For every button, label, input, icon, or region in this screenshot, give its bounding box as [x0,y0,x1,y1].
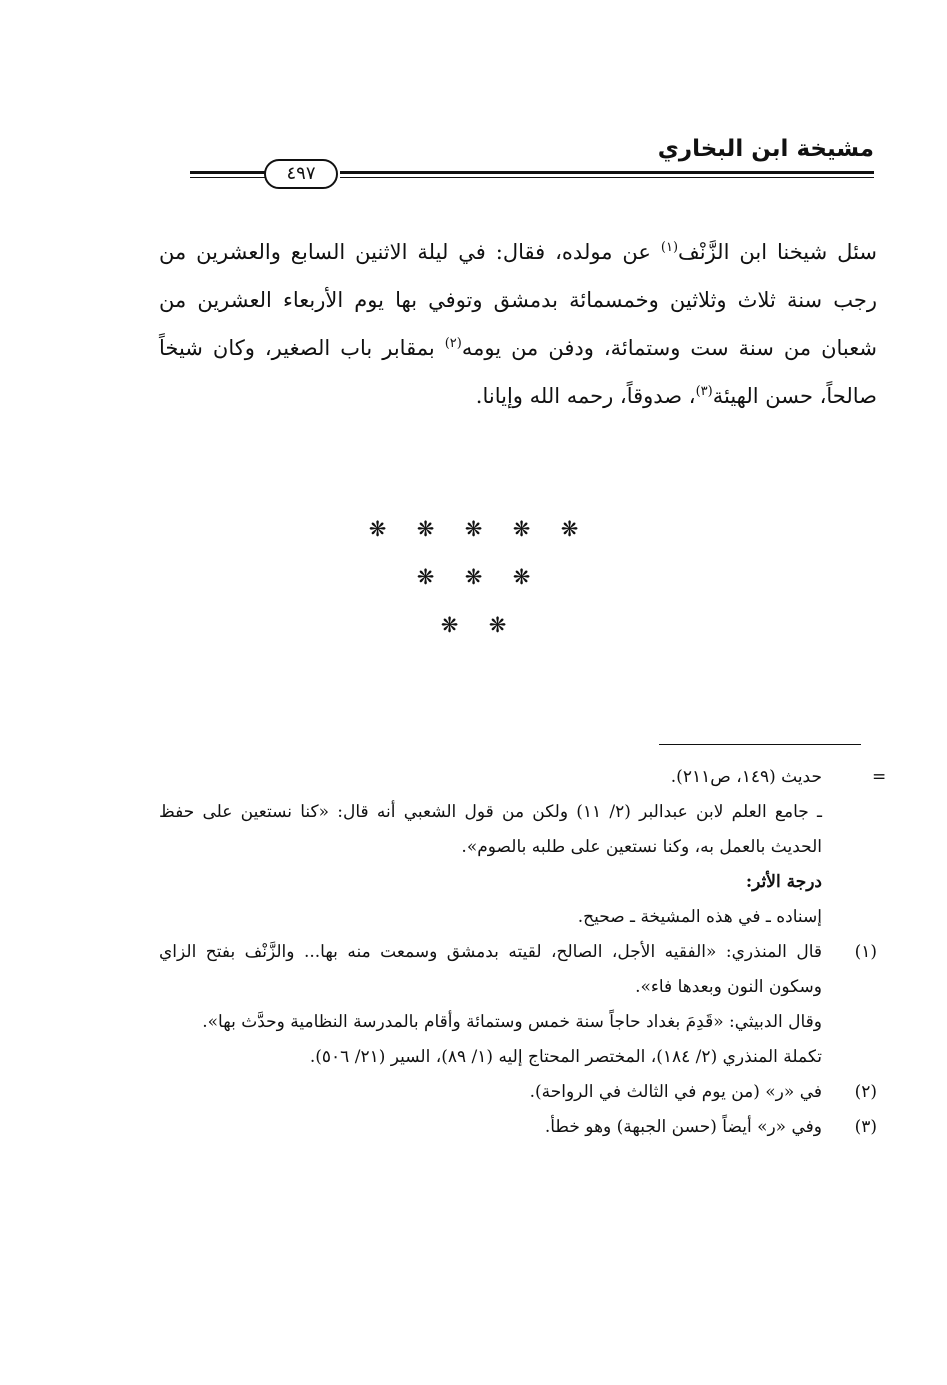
page-number: ٤٩٧ [264,159,338,189]
header-rule-thick-right [340,171,874,174]
main-text-part-1: سئل شيخنا ابن الزَّنْف [678,240,878,264]
footnote-body [159,935,822,1075]
footnote-continuation [159,760,877,935]
star-glyph: ❋ [512,565,531,589]
footnote-body [159,1075,822,1110]
footnote-line: وفي «ر» أيضاً (حسن الجبهة) وهو خطأ. [544,1117,822,1137]
star-glyph: ❋ [560,517,579,541]
footnote-body [159,1110,822,1145]
footnote-line: وقال الدبيثي: «قَدِمَ بغداد حاجاً سنة خمس وستمائة وأقام بالمدرسة النظامية وحدَّث بها». [202,1012,822,1032]
footnote-ref-3: (٣) [695,384,713,399]
star-glyph: ❋ [440,613,459,637]
footnote-line: قال المنذري: «الفقيه الأجل، الصالح، لقيته بدمشق وسمعت منه بها... والزَّنْف بفتح الزاي وسكون النون وبعدها فاء». [159,942,822,997]
star-glyph: ❋ [464,517,483,541]
footnote-line: ـ جامع العلم لابن عبدالبر (٢/ ١١) ولكن من قول الشعبي أنه قال: «كنا نستعين على حفظ الحديث بالعمل به، وكنا نستعين على طلبه بالصوم». [159,802,822,857]
footnote-line: إسناده ـ في هذه المشيخة ـ صحيح. [577,907,822,927]
star-row-3 [0,601,947,649]
star-glyph: ❋ [368,517,387,541]
footnote-marker: (٣) [854,1117,877,1137]
footnote-separator-line [659,744,861,745]
footnote-continuation-marker: = [872,767,887,787]
footnote-marker: (١) [854,942,877,962]
page-header [160,135,874,185]
main-text-part-4: ، صدوقاً، رحمه الله وإيانا. [475,384,696,408]
footnote-line: تكملة المنذري (٢/ ١٨٤)، المختصر المحتاج إليه (١/ ٨٩)، السير (٢١/ ٥٠٦). [309,1047,822,1067]
star-row-1 [0,505,947,553]
footnote-3 [159,1110,877,1145]
footnote-ref-1: (١) [660,240,679,255]
footnote-1 [159,935,877,1075]
star-glyph: ❋ [512,517,531,541]
footnotes-section [159,760,877,1145]
footnote-heading: درجة الأثر: [745,872,822,892]
star-glyph: ❋ [464,565,483,589]
star-glyph: ❋ [488,613,507,637]
main-paragraph [159,228,877,420]
footnote-marker: (٢) [854,1082,877,1102]
star-row-2 [0,553,947,601]
footnote-line: في «ر» (من يوم في الثالث في الرواحة). [529,1082,822,1102]
main-text-part-2: عن مولده، فقال: في ليلة الاثنين السابع والعشرين من رجب سنة ثلاث وثلاثين وخمسمائة بدمشق وتوفي بها يوم الأربعاء العشرين من شعبان من سنة ست وستمائة، ودفن من يومه [159,240,877,360]
main-text-part-3: بمقابر باب الصغير، وكان شيخاً صالحاً، حسن الهيئة [159,336,877,408]
footnote-body [159,760,822,935]
footnote-line: حديث (١٤٩، ص٢١١). [670,767,822,787]
footnote-2 [159,1075,877,1110]
footnote-ref-2: (٢) [444,336,462,351]
star-glyph: ❋ [416,517,435,541]
section-separator-stars [0,505,947,649]
header-rule-thin-right [340,177,874,178]
book-title: مشيخة ابن البخاري [657,136,874,162]
star-glyph: ❋ [416,565,435,589]
